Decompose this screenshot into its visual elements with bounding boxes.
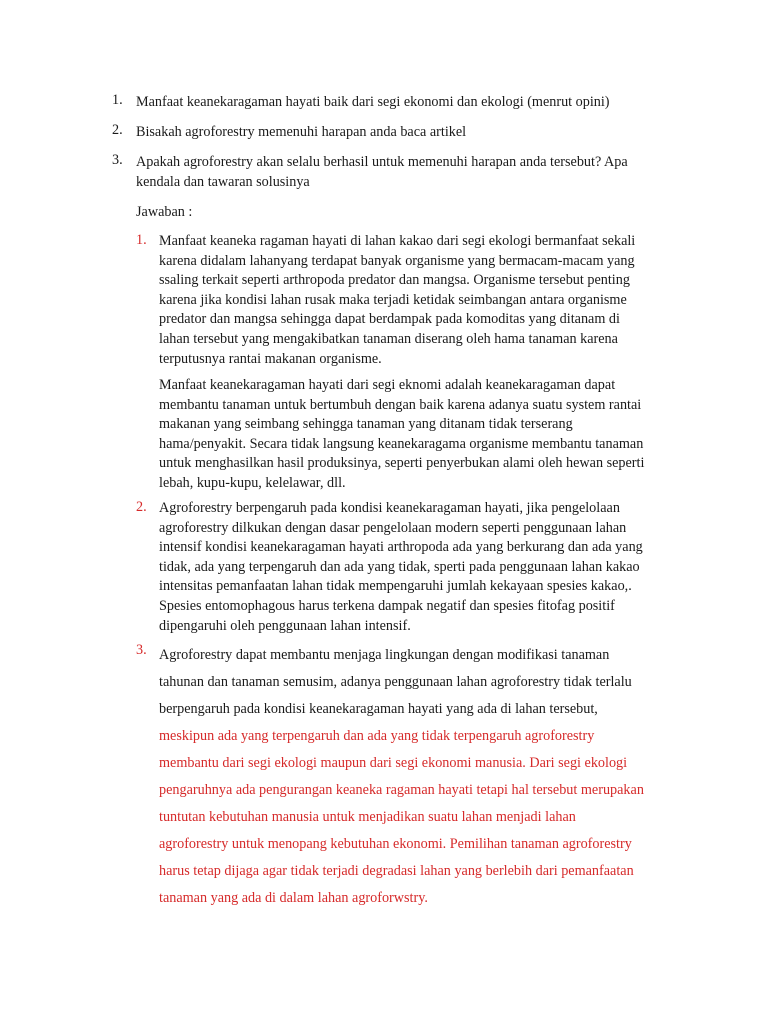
highlighted-text-line: tanaman yang ada di dalam lahan agroforwstry.: [159, 890, 428, 906]
question-line: kendala dan tawaran solusinya: [136, 174, 310, 190]
text-line: dipengaruhi oleh penggunaan lahan intensif.: [159, 617, 411, 634]
question-number: 3.: [112, 152, 123, 168]
text-line: intensitas pemanfaatan lahan tidak mempengaruhi jumlah kekayaan spesies kakao,.: [159, 578, 632, 595]
highlighted-text-line: pengaruhnya ada pengurangan keaneka ragaman hayati tetapi hal tersebut merupakan: [159, 782, 644, 798]
highlighted-text-line: meskipun ada yang terpengaruh dan ada yang tidak terpengaruh agroforestry: [159, 728, 595, 744]
text-line: Manfaat keaneka ragaman hayati di lahan kakao dari segi ekologi bermanfaat sekali: [159, 233, 636, 249]
answer-paragraph: [159, 642, 679, 912]
text-line: karena jika kondisi lahan rusak maka terjadi ketidak seimbangan antara organisme: [159, 291, 627, 308]
answer-paragraph: [159, 376, 679, 494]
text-line: agroforestry dilkukan dengan dasar pengelolaan modern seperti penggunaan lahan: [159, 519, 627, 536]
question-line: Apakah agroforestry akan selalu berhasil untuk memenuhi harapan anda tersebut? Apa: [136, 154, 628, 170]
text-line: untuk menghasilkan hasil produksinya, seperti penyerbukan alami oleh hewan seperti: [159, 455, 645, 472]
answer-paragraph: [159, 499, 679, 636]
highlighted-text-line: harus tetap dijaga agar tidak terjadi degradasi lahan yang berlebih dari pemanfaatan: [159, 863, 634, 879]
text-line: membantu tanaman untuk bertumbuh dengan baik karena adanya suatu system rantai: [159, 396, 642, 413]
highlighted-text-line: agroforestry untuk menopang kebutuhan ekonomi. Pemilihan tanaman agroforestry: [159, 836, 632, 852]
text-line: hama/penyakit. Secara tidak langsung keanekaragama organisme membantu tanaman: [159, 435, 644, 452]
text-line: tidak, ada yang terpengaruh dan ada yang tidak, sperti pada penggunaan lahan kakao: [159, 558, 640, 575]
text-line: Manfaat keanekaragaman hayati dari segi eknomi adalah keanekaragaman dapat: [159, 377, 616, 393]
answer-number: 1.: [136, 232, 147, 248]
text-line: lebah, kupu-kupu, kelelawar, dll.: [159, 474, 346, 491]
answer-paragraph: [159, 232, 679, 369]
text-line: karena didalam lahanyang terdapat banyak organisme yang bermacam-macam yang: [159, 252, 635, 269]
jawaban-label: Jawaban :: [136, 204, 193, 220]
question-text: Bisakah agroforestry memenuhi harapan anda baca artikel: [136, 124, 467, 140]
text-line: makanan yang seimbang sehingga tanaman yang ditanam tidak terserang: [159, 416, 573, 433]
question-text: [136, 152, 676, 192]
text-line: intensif kondisi keanekaragaman hayati arthropoda ada yang berkurang dan ada yang: [159, 539, 643, 556]
text-line: predator dan mangsa sehingga dapat berdampak pada komoditas yang ditanam di: [159, 311, 620, 328]
text-line: ssaling terkait seperti arthropoda predator dan mangsa. Organisme tersebut penting: [159, 272, 630, 289]
question-number: 2.: [112, 122, 123, 138]
text-line: Agroforestry berpengaruh pada kondisi keanekaragaman hayati, jika pengelolaan: [159, 500, 620, 516]
answer-number: 2.: [136, 499, 147, 515]
text-line: Spesies entomophagous harus terkena dampak negatif dan spesies fitofag positif: [159, 597, 615, 614]
text-line: Agroforestry dapat membantu menjaga lingkungan dengan modifikasi tanaman: [159, 647, 610, 663]
question-text: Manfaat keanekaragaman hayati baik dari segi ekonomi dan ekologi (menrut opini): [136, 94, 610, 110]
highlighted-text-line: tuntutan kebutuhan manusia untuk menjadikan suatu lahan menjadi lahan: [159, 809, 576, 825]
text-line: lahan tersebut yang mengakibatkan tanaman diserang oleh hama tanaman karena: [159, 330, 618, 347]
highlighted-text-line: membantu dari segi ekologi maupun dari segi ekonomi manusia. Dari segi ekologi: [159, 755, 628, 771]
text-line: tahunan dan tanaman semusim, adanya penggunaan lahan agroforestry tidak terlalu: [159, 674, 632, 690]
question-number: 1.: [112, 92, 123, 108]
answer-number: 3.: [136, 642, 147, 658]
text-line: berpengaruh pada kondisi keanekaragaman hayati yang ada di lahan tersebut,: [159, 701, 598, 717]
text-line: terputusnya rantai makanan organisme.: [159, 350, 382, 367]
